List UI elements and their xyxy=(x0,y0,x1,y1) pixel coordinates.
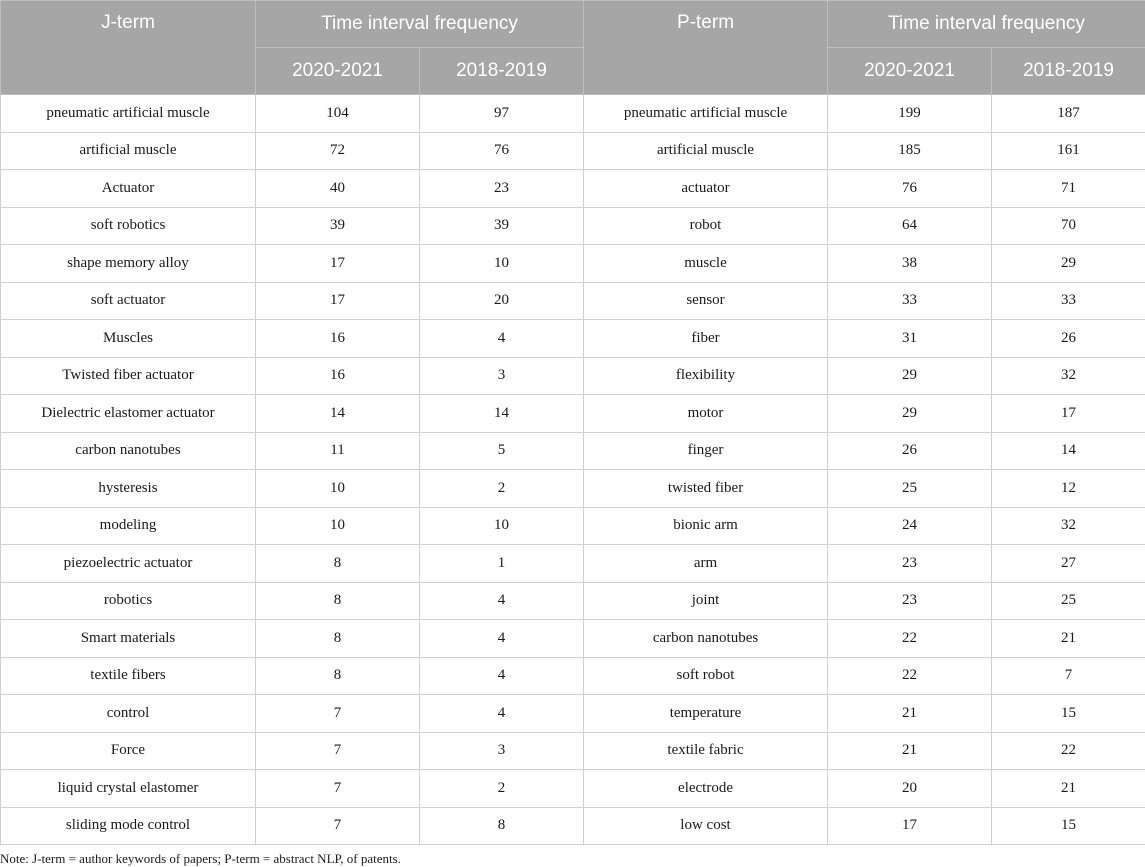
jterm-cell: liquid crystal elastomer xyxy=(1,770,256,808)
pterm-count-2020-2021: 38 xyxy=(828,245,992,283)
pterm-count-2018-2019: 7 xyxy=(992,657,1145,695)
jterm-cell: soft actuator xyxy=(1,282,256,320)
pterm-count-2018-2019: 71 xyxy=(992,170,1145,208)
jterm-count-2018-2019: 4 xyxy=(420,582,584,620)
pterm-count-2020-2021: 199 xyxy=(828,95,992,133)
jterm-cell: Force xyxy=(1,732,256,770)
pterm-cell: electrode xyxy=(584,770,828,808)
jterm-count-2020-2021: 7 xyxy=(256,732,420,770)
pterm-count-2020-2021: 22 xyxy=(828,620,992,658)
pterm-cell: joint xyxy=(584,582,828,620)
jterm-count-2020-2021: 7 xyxy=(256,695,420,733)
pterm-count-2018-2019: 32 xyxy=(992,357,1145,395)
pterm-cell: twisted fiber xyxy=(584,470,828,508)
pterm-cell: muscle xyxy=(584,245,828,283)
header-year-2020-2021-right: 2020-2021 xyxy=(828,48,992,95)
jterm-count-2018-2019: 4 xyxy=(420,657,584,695)
table-row xyxy=(1,807,1145,845)
pterm-count-2018-2019: 29 xyxy=(992,245,1145,283)
pterm-count-2020-2021: 17 xyxy=(828,807,992,845)
pterm-count-2018-2019: 15 xyxy=(992,695,1145,733)
jterm-cell: hysteresis xyxy=(1,470,256,508)
header-year-2020-2021-left: 2020-2021 xyxy=(256,48,420,95)
jterm-count-2020-2021: 8 xyxy=(256,657,420,695)
pterm-cell: robot xyxy=(584,207,828,245)
pterm-count-2020-2021: 23 xyxy=(828,582,992,620)
pterm-count-2020-2021: 29 xyxy=(828,395,992,433)
table-row xyxy=(1,657,1145,695)
jterm-cell: robotics xyxy=(1,582,256,620)
pterm-count-2020-2021: 29 xyxy=(828,357,992,395)
pterm-count-2018-2019: 21 xyxy=(992,620,1145,658)
table-row xyxy=(1,695,1145,733)
jterm-count-2018-2019: 14 xyxy=(420,395,584,433)
pterm-count-2020-2021: 21 xyxy=(828,732,992,770)
table-row xyxy=(1,582,1145,620)
jterm-count-2020-2021: 7 xyxy=(256,770,420,808)
table-row xyxy=(1,207,1145,245)
table-row xyxy=(1,545,1145,583)
table-row xyxy=(1,95,1145,133)
jterm-count-2020-2021: 10 xyxy=(256,507,420,545)
jterm-count-2018-2019: 3 xyxy=(420,732,584,770)
jterm-cell: Smart materials xyxy=(1,620,256,658)
table-row xyxy=(1,732,1145,770)
jterm-cell: artificial muscle xyxy=(1,132,256,170)
table-row xyxy=(1,132,1145,170)
pterm-count-2018-2019: 15 xyxy=(992,807,1145,845)
table-row xyxy=(1,395,1145,433)
jterm-count-2018-2019: 8 xyxy=(420,807,584,845)
pterm-cell: sensor xyxy=(584,282,828,320)
pterm-cell: carbon nanotubes xyxy=(584,620,828,658)
pterm-cell: temperature xyxy=(584,695,828,733)
table-row xyxy=(1,432,1145,470)
pterm-cell: artificial muscle xyxy=(584,132,828,170)
jterm-cell: textile fibers xyxy=(1,657,256,695)
header-year-2018-2019-right: 2018-2019 xyxy=(992,48,1145,95)
table-row xyxy=(1,507,1145,545)
jterm-count-2018-2019: 3 xyxy=(420,357,584,395)
jterm-count-2018-2019: 4 xyxy=(420,695,584,733)
pterm-count-2020-2021: 22 xyxy=(828,657,992,695)
pterm-count-2020-2021: 185 xyxy=(828,132,992,170)
jterm-count-2020-2021: 10 xyxy=(256,470,420,508)
jterm-count-2020-2021: 16 xyxy=(256,320,420,358)
jterm-count-2020-2021: 16 xyxy=(256,357,420,395)
header-time-interval-left: Time interval frequency xyxy=(256,1,584,48)
pterm-count-2018-2019: 12 xyxy=(992,470,1145,508)
table-body xyxy=(1,95,1145,845)
jterm-count-2018-2019: 39 xyxy=(420,207,584,245)
pterm-count-2018-2019: 17 xyxy=(992,395,1145,433)
jterm-count-2018-2019: 97 xyxy=(420,95,584,133)
jterm-count-2020-2021: 104 xyxy=(256,95,420,133)
jterm-count-2018-2019: 10 xyxy=(420,245,584,283)
table-row xyxy=(1,357,1145,395)
jterm-cell: Dielectric elastomer actuator xyxy=(1,395,256,433)
pterm-count-2020-2021: 24 xyxy=(828,507,992,545)
pterm-count-2020-2021: 21 xyxy=(828,695,992,733)
table-row xyxy=(1,245,1145,283)
pterm-cell: motor xyxy=(584,395,828,433)
pterm-cell: textile fabric xyxy=(584,732,828,770)
pterm-cell: arm xyxy=(584,545,828,583)
jterm-cell: pneumatic artificial muscle xyxy=(1,95,256,133)
pterm-count-2018-2019: 187 xyxy=(992,95,1145,133)
pterm-count-2020-2021: 76 xyxy=(828,170,992,208)
table-row xyxy=(1,320,1145,358)
jterm-cell: soft robotics xyxy=(1,207,256,245)
jterm-cell: Muscles xyxy=(1,320,256,358)
table-note: Note: J-term = author keywords of papers; P-term = abstract NLP, of patents. xyxy=(0,845,1145,867)
header-time-interval-right: Time interval frequency xyxy=(828,1,1145,48)
jterm-count-2020-2021: 39 xyxy=(256,207,420,245)
jterm-count-2020-2021: 8 xyxy=(256,545,420,583)
jterm-count-2018-2019: 2 xyxy=(420,470,584,508)
jterm-count-2020-2021: 14 xyxy=(256,395,420,433)
pterm-count-2018-2019: 22 xyxy=(992,732,1145,770)
pterm-cell: low cost xyxy=(584,807,828,845)
pterm-count-2018-2019: 25 xyxy=(992,582,1145,620)
jterm-count-2020-2021: 11 xyxy=(256,432,420,470)
jterm-cell: piezoelectric actuator xyxy=(1,545,256,583)
pterm-cell: flexibility xyxy=(584,357,828,395)
jterm-count-2020-2021: 72 xyxy=(256,132,420,170)
pterm-cell: soft robot xyxy=(584,657,828,695)
pterm-count-2018-2019: 70 xyxy=(992,207,1145,245)
jterm-cell: Twisted fiber actuator xyxy=(1,357,256,395)
jterm-count-2018-2019: 4 xyxy=(420,320,584,358)
jterm-count-2018-2019: 20 xyxy=(420,282,584,320)
jterm-count-2020-2021: 40 xyxy=(256,170,420,208)
pterm-count-2020-2021: 23 xyxy=(828,545,992,583)
jterm-cell: shape memory alloy xyxy=(1,245,256,283)
jterm-count-2018-2019: 10 xyxy=(420,507,584,545)
pterm-cell: fiber xyxy=(584,320,828,358)
table-row xyxy=(1,770,1145,808)
jterm-cell: sliding mode control xyxy=(1,807,256,845)
pterm-cell: bionic arm xyxy=(584,507,828,545)
pterm-count-2020-2021: 26 xyxy=(828,432,992,470)
pterm-count-2018-2019: 33 xyxy=(992,282,1145,320)
pterm-count-2018-2019: 161 xyxy=(992,132,1145,170)
table-row xyxy=(1,170,1145,208)
table-row xyxy=(1,282,1145,320)
pterm-count-2018-2019: 21 xyxy=(992,770,1145,808)
table-row xyxy=(1,620,1145,658)
jterm-count-2018-2019: 76 xyxy=(420,132,584,170)
pterm-count-2020-2021: 64 xyxy=(828,207,992,245)
pterm-count-2018-2019: 26 xyxy=(992,320,1145,358)
pterm-cell: actuator xyxy=(584,170,828,208)
pterm-cell: finger xyxy=(584,432,828,470)
pterm-cell: pneumatic artificial muscle xyxy=(584,95,828,133)
jterm-count-2018-2019: 4 xyxy=(420,620,584,658)
table-header xyxy=(1,1,1145,95)
pterm-count-2020-2021: 25 xyxy=(828,470,992,508)
jterm-count-2020-2021: 17 xyxy=(256,282,420,320)
jterm-count-2018-2019: 1 xyxy=(420,545,584,583)
pterm-count-2020-2021: 33 xyxy=(828,282,992,320)
header-pterm: P-term xyxy=(584,1,828,95)
jterm-count-2018-2019: 23 xyxy=(420,170,584,208)
pterm-count-2018-2019: 27 xyxy=(992,545,1145,583)
jterm-cell: control xyxy=(1,695,256,733)
jterm-count-2020-2021: 8 xyxy=(256,620,420,658)
pterm-count-2020-2021: 20 xyxy=(828,770,992,808)
jterm-count-2020-2021: 17 xyxy=(256,245,420,283)
pterm-count-2018-2019: 32 xyxy=(992,507,1145,545)
table-row xyxy=(1,470,1145,508)
pterm-count-2018-2019: 14 xyxy=(992,432,1145,470)
header-jterm: J-term xyxy=(1,1,256,95)
jterm-cell: carbon nanotubes xyxy=(1,432,256,470)
jterm-cell: Actuator xyxy=(1,170,256,208)
jterm-cell: modeling xyxy=(1,507,256,545)
header-year-2018-2019-left: 2018-2019 xyxy=(420,48,584,95)
jterm-count-2020-2021: 7 xyxy=(256,807,420,845)
jterm-count-2018-2019: 5 xyxy=(420,432,584,470)
jterm-count-2018-2019: 2 xyxy=(420,770,584,808)
jterm-count-2020-2021: 8 xyxy=(256,582,420,620)
pterm-count-2020-2021: 31 xyxy=(828,320,992,358)
